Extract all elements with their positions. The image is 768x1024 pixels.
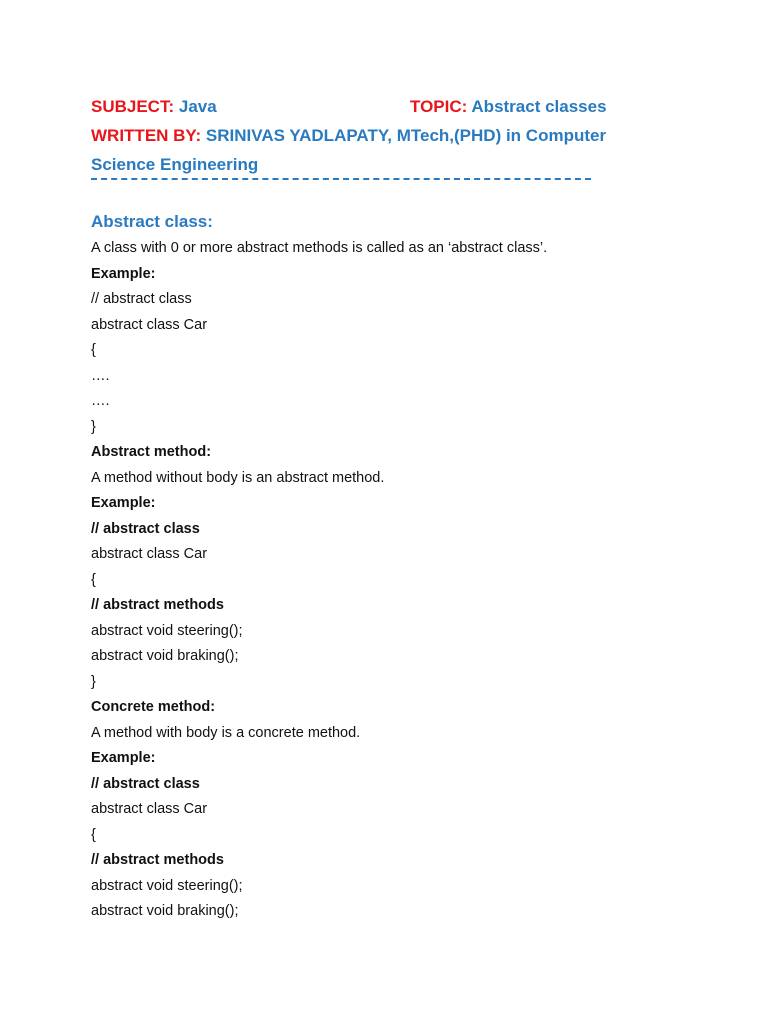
author-row-continued (91, 150, 691, 179)
text-line: abstract void braking(); (91, 648, 239, 664)
author-row (91, 121, 691, 150)
subject-value: Java (178, 97, 217, 116)
text-line: { (91, 571, 96, 588)
text-line: // abstract methods (91, 852, 224, 868)
subject-label: SUBJECT: (91, 97, 175, 116)
written-by-value: SRINIVAS YADLAPATY, MTech,(PHD) in Computer (205, 126, 607, 145)
text-line: // abstract class (91, 291, 192, 307)
text-line: // abstract class (91, 775, 200, 792)
topic-label: TOPIC: (410, 97, 468, 116)
text-line: A method without body is an abstract method. (91, 469, 385, 486)
text-line: abstract void steering(); (91, 877, 243, 894)
written-by-label: WRITTEN BY: (91, 126, 202, 145)
text-line: Example: (91, 750, 156, 766)
subject-topic-row (91, 92, 691, 121)
text-line: abstract void braking(); (91, 903, 239, 919)
text-line: A method with body is a concrete method. (91, 724, 361, 741)
text-line: { (91, 826, 96, 843)
text-line: Example: (91, 495, 156, 511)
text-line: } (91, 418, 96, 435)
section-title: Abstract class: (91, 212, 213, 231)
text-line: // abstract class (91, 520, 200, 537)
dashed-divider (91, 178, 591, 180)
text-line: abstract class Car (91, 316, 208, 333)
document-body (91, 236, 711, 925)
text-line: …. (91, 393, 110, 409)
topic (410, 92, 607, 121)
text-line: …. (91, 367, 110, 384)
text-line: Concrete method: (91, 699, 216, 715)
text-line: { (91, 342, 96, 358)
text-line: Abstract method: (91, 444, 212, 460)
written-by-value-continued: Science Engineering (91, 155, 259, 174)
text-line: } (91, 673, 96, 690)
text-line: A class with 0 or more abstract methods is called as an ‘abstract class’. (91, 240, 548, 256)
text-line: abstract void steering(); (91, 622, 243, 639)
document-header (91, 92, 691, 179)
text-line: abstract class Car (91, 546, 208, 562)
text-line: // abstract methods (91, 597, 224, 613)
topic-value: Abstract classes (471, 97, 607, 116)
text-line: Example: (91, 265, 156, 282)
text-line: abstract class Car (91, 801, 208, 817)
